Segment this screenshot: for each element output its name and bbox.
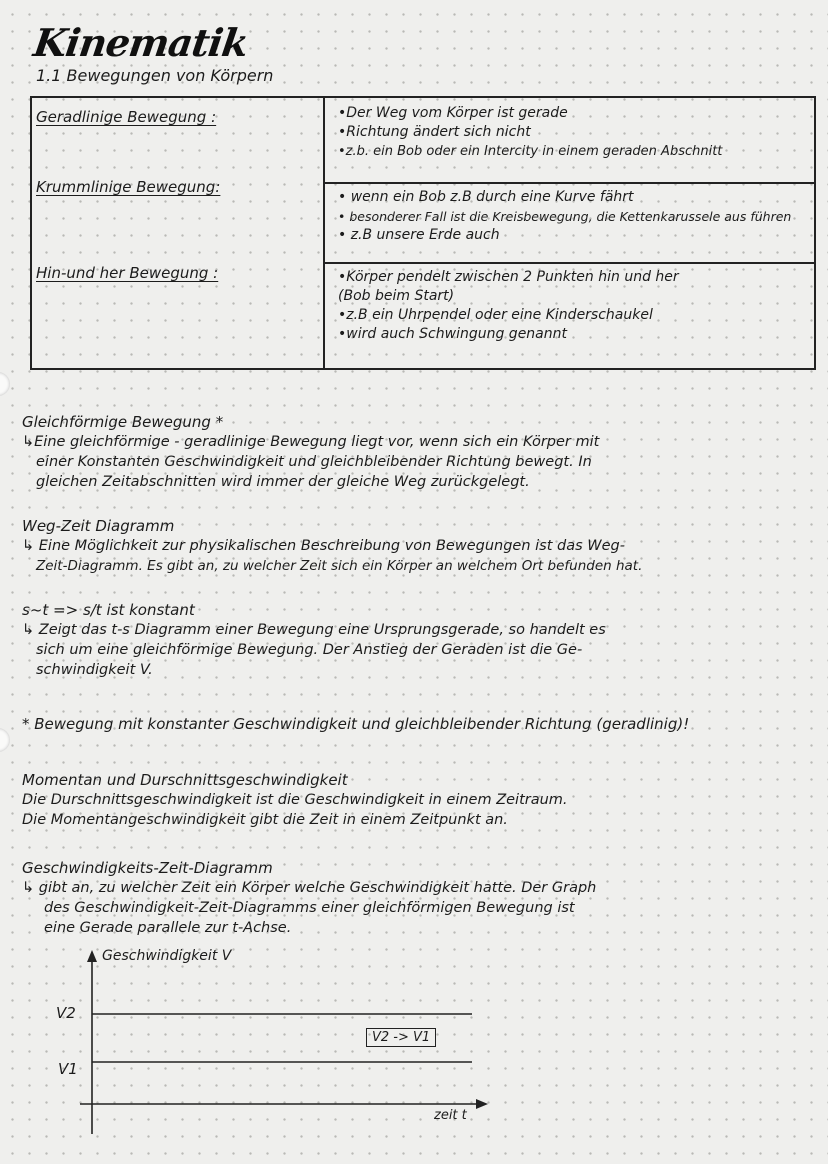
x-axis-label: zeit t [434,1108,467,1123]
section-heading: Weg-Zeit Diagramm [22,517,175,535]
list-item: • z.B unsere Erde auch [338,227,500,243]
page-subtitle: 1.1 Bewegungen von Körpern [36,66,274,85]
table-divider [323,262,814,264]
list-item: •z.b. ein Bob oder ein Intercity in einem geraden Abschnitt [338,144,723,159]
y-axis-label: Geschwindigkeit V [102,948,232,964]
text-line: ↳ gibt an, zu welcher Zeit ein Körper welche Geschwindigkeit hatte. Der Graph [22,880,597,896]
section-heading: Gleichförmige Bewegung * [22,413,224,431]
movement-types-table [30,96,816,370]
section-konstant [22,600,814,680]
row-content-krummlinig [338,188,808,245]
punch-hole [0,728,10,752]
text-line: Die Durschnittsgeschwindigkeit ist die Geschwindigkeit in einem Zeitraum. [22,792,568,808]
section-gleichfoermig [22,412,814,492]
v2-label: V2 [56,1004,76,1022]
velocity-time-graph [40,948,500,1138]
section-heading: Geschwindigkeits-Zeit-Diagramm [22,859,273,877]
text-line: einer Konstanten Geschwindigkeit und gleichbleibender Richtung bewegt. In [36,454,592,470]
list-item: •Der Weg vom Körper ist gerade [338,105,568,121]
text-line: des Geschwindigkeit-Zeit-Diagramms einer gleichförmigen Bewegung ist [44,900,575,916]
text-line: ↳ Zeigt das t-s Diagramm einer Bewegung eine Ursprungsgerade, so handelt es [22,622,606,638]
row-label-krummlinig: Krummlinige Bewegung: [36,178,221,196]
row-label-hinundher: Hin-und her Bewegung : [36,264,219,282]
section-geschwindigkeit-zeit [22,858,814,938]
y-axis-arrow-icon [87,950,97,962]
text-line: sich um eine gleichförmige Bewegung. Der Anstieg der Geraden ist die Ge- [36,642,583,658]
list-item: •Körper pendelt zwischen 2 Punkten hin und her [338,269,679,285]
text-line: Zeit-Diagramm. Es gibt an, zu welcher Zeit sich ein Körper an welchem Ort befunden hat. [36,558,643,574]
row-content-hinundher [338,268,808,344]
page-title: Kinematik [30,20,251,65]
row-label-geradlinig: Geradlinige Bewegung : [36,108,217,126]
text-line: ↳Eine gleichförmige - geradlinige Bewegung liegt vor, wenn sich ein Körper mit [22,434,600,450]
section-heading: Momentan und Durschnittsgeschwindigkeit [22,771,348,789]
v1-label: V1 [58,1060,78,1078]
section-momentan [22,770,814,830]
footnote-text: * Bewegung mit konstanter Geschwindigkeit und gleichbleibender Richtung (geradlinig)! [22,715,690,733]
table-divider [323,182,814,184]
list-item: • besonderer Fall ist die Kreisbewegung, die Kettenkarussele aus führen [338,209,792,224]
text-line: ↳ Eine Möglichkeit zur physikalischen Beschreibung von Bewegungen ist das Weg- [22,538,625,554]
footnote [22,714,814,734]
text-line: schwindigkeit V. [36,662,153,678]
text-line: Die Momentangeschwindigkeit gibt die Zeit in einem Zeitpunkt an. [22,812,508,828]
list-item: •Richtung ändert sich nicht [338,124,531,140]
table-divider [323,98,325,368]
transition-box: V2 -> V1 [366,1028,436,1047]
list-item: •wird auch Schwingung genannt [338,326,567,342]
x-axis-arrow-icon [476,1099,488,1109]
list-item: (Bob beim Start) [338,288,455,304]
list-item: •z.B ein Uhrpendel oder eine Kinderschaukel [338,307,653,323]
text-line: gleichen Zeitabschnitten wird immer der gleiche Weg zurückgelegt. [36,474,530,490]
row-content-geradlinig [338,104,808,161]
text-line: eine Gerade parallele zur t-Achse. [44,920,292,936]
section-weg-zeit [22,516,814,576]
section-heading: s~t => s/t ist konstant [22,601,195,619]
list-item: • wenn ein Bob z.B durch eine Kurve fährt [338,189,634,205]
punch-hole [0,372,10,396]
